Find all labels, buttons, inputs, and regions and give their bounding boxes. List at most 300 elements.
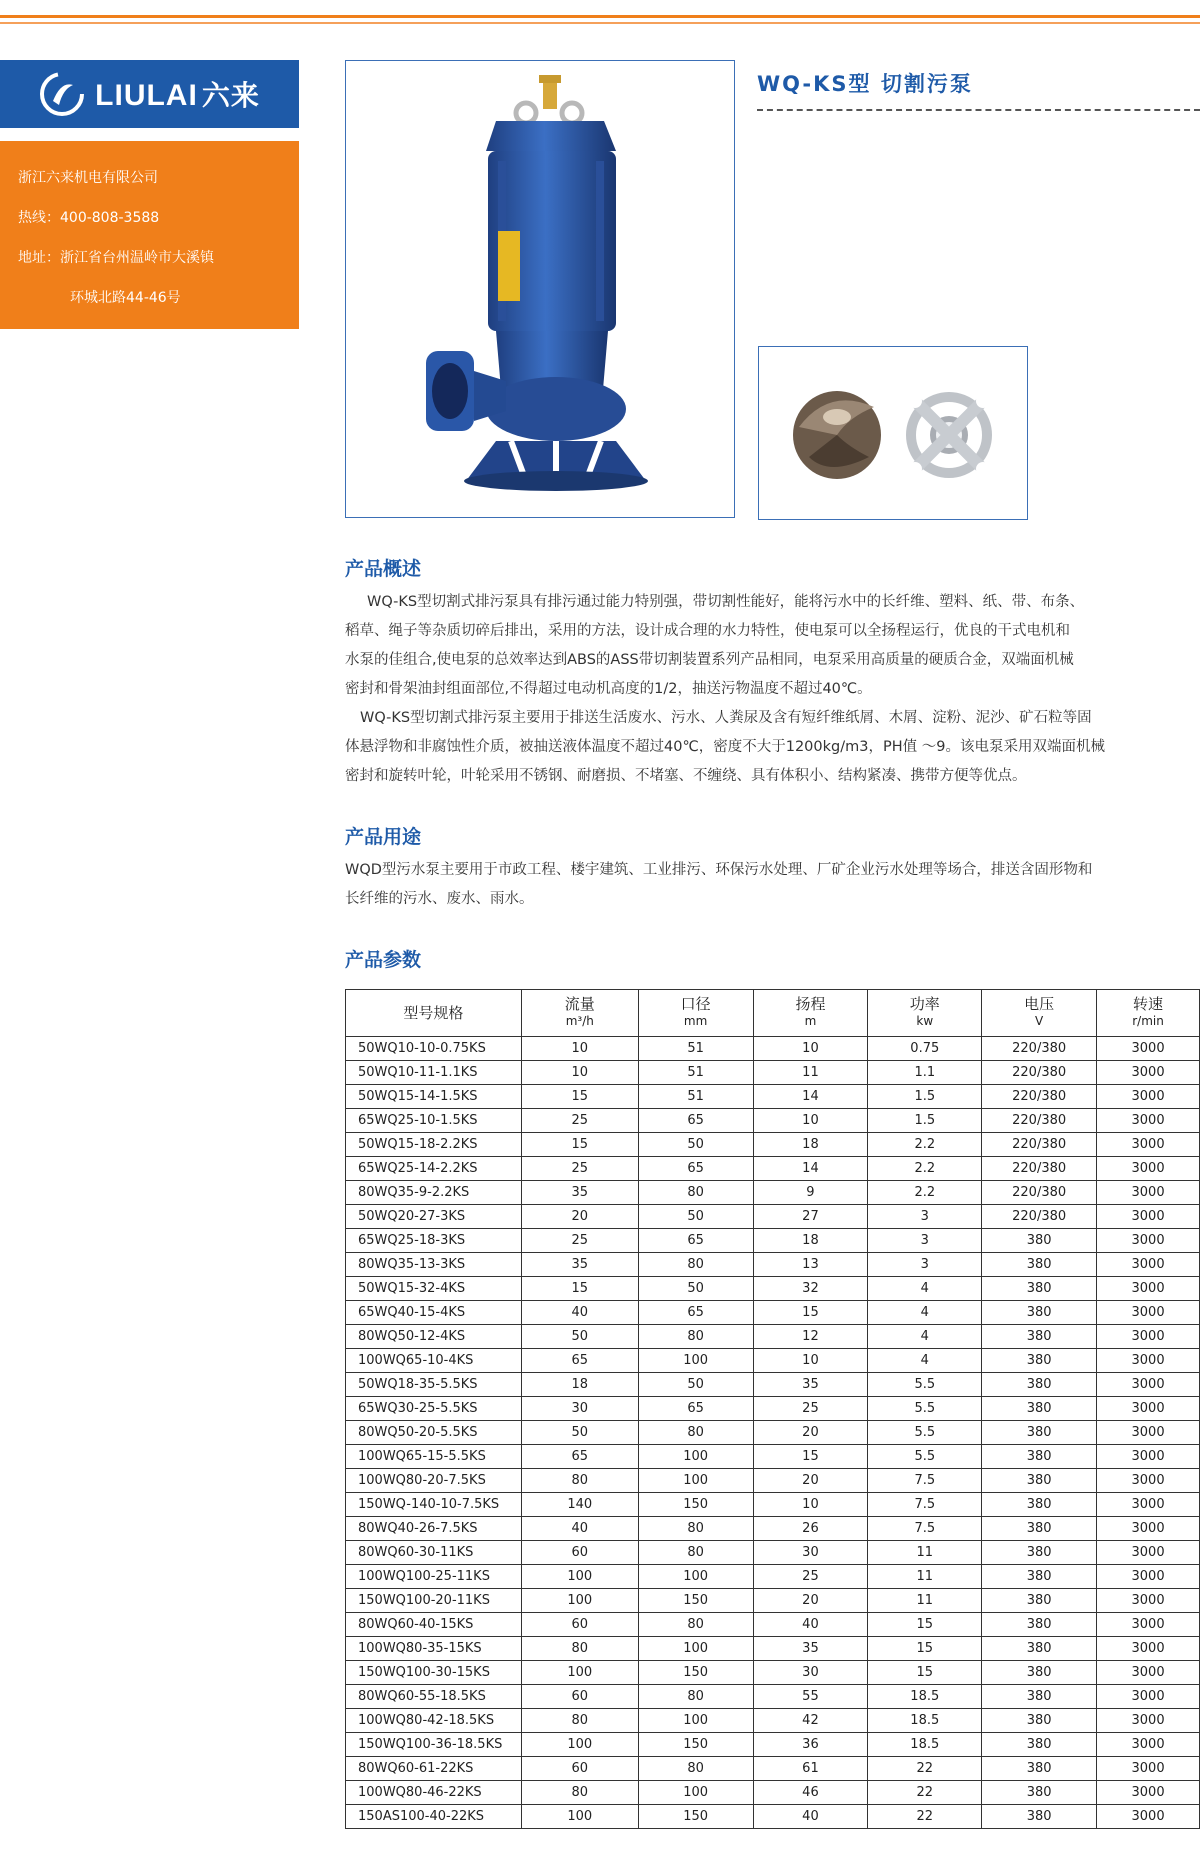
cell-power: 2.2 — [868, 1133, 982, 1157]
cell-head: 13 — [753, 1253, 868, 1277]
cell-diameter: 100 — [638, 1637, 753, 1661]
cell-model: 80WQ60-40-15KS — [346, 1613, 522, 1637]
cell-head: 32 — [753, 1277, 868, 1301]
header-speed: 转速 r/min — [1097, 990, 1200, 1037]
cell-voltage: 220/380 — [982, 1181, 1097, 1205]
cell-model: 80WQ50-12-4KS — [346, 1325, 522, 1349]
company-name: 浙江六来机电有限公司 — [18, 170, 158, 186]
cell-diameter: 65 — [638, 1229, 753, 1253]
table-row — [346, 1037, 1200, 1061]
table-row — [346, 1085, 1200, 1109]
cell-power: 1.1 — [868, 1061, 982, 1085]
cell-voltage: 380 — [982, 1709, 1097, 1733]
cell-speed: 3000 — [1097, 1781, 1200, 1805]
overview-line: 密封和旋转叶轮，叶轮采用不锈钢、耐磨损、不堵塞、不缠绕、具有体积小、结构紧凑、携带方便等优点。 — [345, 768, 1027, 784]
cell-diameter: 150 — [638, 1589, 753, 1613]
cell-speed: 3000 — [1097, 1757, 1200, 1781]
cell-head: 35 — [753, 1637, 868, 1661]
cell-diameter: 51 — [638, 1061, 753, 1085]
brand-logo-text: LIULAI 六来 — [95, 79, 260, 112]
header-flow: 流量 m³/h — [521, 990, 638, 1037]
cell-voltage: 380 — [982, 1445, 1097, 1469]
cell-flow: 60 — [521, 1685, 638, 1709]
cell-flow: 20 — [521, 1205, 638, 1229]
cell-model: 80WQ50-20-5.5KS — [346, 1421, 522, 1445]
table-row — [346, 1349, 1200, 1373]
cell-power: 2.2 — [868, 1157, 982, 1181]
top-rule-orange — [0, 15, 1200, 18]
cell-diameter: 51 — [638, 1085, 753, 1109]
cell-power: 7.5 — [868, 1469, 982, 1493]
cell-power: 22 — [868, 1781, 982, 1805]
cell-power: 4 — [868, 1301, 982, 1325]
cell-speed: 3000 — [1097, 1469, 1200, 1493]
cell-flow: 100 — [521, 1661, 638, 1685]
cell-head: 36 — [753, 1733, 868, 1757]
table-row — [346, 1589, 1200, 1613]
cell-speed: 3000 — [1097, 1157, 1200, 1181]
cell-power: 1.5 — [868, 1109, 982, 1133]
cell-voltage: 380 — [982, 1757, 1097, 1781]
cell-model: 50WQ20-27-3KS — [346, 1205, 522, 1229]
cell-head: 18 — [753, 1133, 868, 1157]
cell-power: 0.75 — [868, 1037, 982, 1061]
cell-power: 22 — [868, 1757, 982, 1781]
cell-model: 100WQ80-35-15KS — [346, 1637, 522, 1661]
cell-power: 18.5 — [868, 1685, 982, 1709]
cell-head: 12 — [753, 1325, 868, 1349]
cell-model: 80WQ60-30-11KS — [346, 1541, 522, 1565]
cell-flow: 40 — [521, 1301, 638, 1325]
cell-diameter: 80 — [638, 1181, 753, 1205]
overview-line: 体悬浮物和非腐蚀性介质，被抽送液体温度不超过40℃，密度不大于1200kg/m3，PH值 ～9。该电泵采用双端面机械 — [345, 739, 1105, 755]
cell-diameter: 65 — [638, 1157, 753, 1181]
cell-model: 50WQ10-11-1.1KS — [346, 1061, 522, 1085]
cell-power: 5.5 — [868, 1445, 982, 1469]
cell-power: 15 — [868, 1661, 982, 1685]
cell-head: 25 — [753, 1565, 868, 1589]
cell-head: 20 — [753, 1589, 868, 1613]
cell-flow: 30 — [521, 1397, 638, 1421]
overview-line: WQ-KS型切割式排污泵主要用于排送生活废水、污水、人粪尿及含有短纤维纸屑、木屑、淀粉、泥沙、矿石粒等固 — [360, 710, 1092, 726]
table-row — [346, 1301, 1200, 1325]
cell-power: 18.5 — [868, 1709, 982, 1733]
cell-power: 4 — [868, 1349, 982, 1373]
usage-line: WQD型污水泵主要用于市政工程、楼宇建筑、工业排污、环保污水处理、厂矿企业污水处理等场合，排送含固形物和 — [345, 862, 1093, 878]
cell-speed: 3000 — [1097, 1277, 1200, 1301]
table-row — [346, 1445, 1200, 1469]
cell-power: 4 — [868, 1325, 982, 1349]
cell-diameter: 50 — [638, 1373, 753, 1397]
cell-flow: 35 — [521, 1181, 638, 1205]
table-row — [346, 1685, 1200, 1709]
cell-flow: 100 — [521, 1565, 638, 1589]
cell-head: 25 — [753, 1397, 868, 1421]
overview-line: 稻草、绳子等杂质切碎后排出，采用的方法，设计成合理的水力特性，使电泵可以全扬程运行，优良的干式电机和 — [345, 623, 1070, 639]
cell-model: 100WQ80-42-18.5KS — [346, 1709, 522, 1733]
table-row — [346, 1469, 1200, 1493]
cell-flow: 25 — [521, 1157, 638, 1181]
cell-flow: 15 — [521, 1085, 638, 1109]
usage-text — [345, 856, 1200, 914]
cell-diameter: 80 — [638, 1541, 753, 1565]
cell-head: 20 — [753, 1421, 868, 1445]
cell-diameter: 100 — [638, 1445, 753, 1469]
cell-diameter: 150 — [638, 1805, 753, 1829]
cell-speed: 3000 — [1097, 1181, 1200, 1205]
cell-head: 15 — [753, 1301, 868, 1325]
cell-speed: 3000 — [1097, 1301, 1200, 1325]
cell-model: 50WQ15-18-2.2KS — [346, 1133, 522, 1157]
cell-voltage: 380 — [982, 1277, 1097, 1301]
cell-flow: 40 — [521, 1517, 638, 1541]
cell-diameter: 80 — [638, 1325, 753, 1349]
cell-speed: 3000 — [1097, 1229, 1200, 1253]
header-model: 型号规格 — [346, 990, 522, 1037]
table-row — [346, 1541, 1200, 1565]
cell-model: 150WQ100-36-18.5KS — [346, 1733, 522, 1757]
cell-model: 80WQ60-55-18.5KS — [346, 1685, 522, 1709]
usage-title: 产品用途 — [345, 826, 422, 848]
cell-voltage: 380 — [982, 1685, 1097, 1709]
cell-head: 10 — [753, 1037, 868, 1061]
table-row — [346, 1061, 1200, 1085]
cell-flow: 18 — [521, 1373, 638, 1397]
cell-power: 15 — [868, 1637, 982, 1661]
cell-head: 11 — [753, 1061, 868, 1085]
cell-flow: 60 — [521, 1613, 638, 1637]
overview-line: 水泵的佳组合,使电泵的总效率达到ABS的ASS带切割装置系列产品相同，电泵采用高质量的硬质合金，双端面机械 — [345, 652, 1074, 668]
cell-speed: 3000 — [1097, 1397, 1200, 1421]
cell-flow: 80 — [521, 1469, 638, 1493]
cell-flow: 80 — [521, 1709, 638, 1733]
cell-model: 50WQ18-35-5.5KS — [346, 1373, 522, 1397]
overview-title: 产品概述 — [345, 558, 422, 580]
cell-voltage: 380 — [982, 1565, 1097, 1589]
cell-diameter: 50 — [638, 1133, 753, 1157]
cell-power: 3 — [868, 1229, 982, 1253]
cell-diameter: 50 — [638, 1205, 753, 1229]
cell-power: 5.5 — [868, 1373, 982, 1397]
cell-model: 65WQ30-25-5.5KS — [346, 1397, 522, 1421]
cell-diameter: 65 — [638, 1301, 753, 1325]
cell-power: 5.5 — [868, 1421, 982, 1445]
cell-diameter: 80 — [638, 1253, 753, 1277]
table-row — [346, 1373, 1200, 1397]
cell-voltage: 380 — [982, 1589, 1097, 1613]
cell-diameter: 65 — [638, 1109, 753, 1133]
cell-flow: 25 — [521, 1109, 638, 1133]
cell-diameter: 51 — [638, 1037, 753, 1061]
cell-head: 35 — [753, 1373, 868, 1397]
cell-head: 40 — [753, 1613, 868, 1637]
cell-model: 50WQ15-14-1.5KS — [346, 1085, 522, 1109]
cell-model: 50WQ15-32-4KS — [346, 1277, 522, 1301]
table-row — [346, 1181, 1200, 1205]
cell-flow: 100 — [521, 1733, 638, 1757]
cell-flow: 65 — [521, 1445, 638, 1469]
cell-diameter: 65 — [638, 1397, 753, 1421]
table-row — [346, 1757, 1200, 1781]
cell-voltage: 380 — [982, 1805, 1097, 1829]
header-head: 扬程 m — [753, 990, 868, 1037]
cell-flow: 60 — [521, 1541, 638, 1565]
cell-head: 61 — [753, 1757, 868, 1781]
cell-power: 1.5 — [868, 1085, 982, 1109]
cell-voltage: 380 — [982, 1325, 1097, 1349]
table-row — [346, 1637, 1200, 1661]
table-row — [346, 1133, 1200, 1157]
cell-diameter: 100 — [638, 1565, 753, 1589]
cell-head: 14 — [753, 1085, 868, 1109]
table-row — [346, 1157, 1200, 1181]
cell-head: 10 — [753, 1349, 868, 1373]
cell-model: 100WQ65-10-4KS — [346, 1349, 522, 1373]
cell-voltage: 220/380 — [982, 1061, 1097, 1085]
cell-voltage: 380 — [982, 1229, 1097, 1253]
cell-voltage: 220/380 — [982, 1133, 1097, 1157]
cell-speed: 3000 — [1097, 1613, 1200, 1637]
pump-illustration — [346, 61, 734, 517]
cell-model: 100WQ80-20-7.5KS — [346, 1469, 522, 1493]
cell-diameter: 80 — [638, 1685, 753, 1709]
cell-head: 20 — [753, 1469, 868, 1493]
cell-speed: 3000 — [1097, 1109, 1200, 1133]
cell-flow: 100 — [521, 1805, 638, 1829]
table-row — [346, 1421, 1200, 1445]
cell-speed: 3000 — [1097, 1325, 1200, 1349]
table-row — [346, 1493, 1200, 1517]
address-line-1: 地址：浙江省台州温岭市大溪镇 — [18, 250, 214, 266]
cell-diameter: 150 — [638, 1661, 753, 1685]
table-row — [346, 1781, 1200, 1805]
cell-head: 26 — [753, 1517, 868, 1541]
cell-flow: 50 — [521, 1421, 638, 1445]
table-row — [346, 1277, 1200, 1301]
cell-speed: 3000 — [1097, 1493, 1200, 1517]
cell-model: 80WQ40-26-7.5KS — [346, 1517, 522, 1541]
cell-speed: 3000 — [1097, 1541, 1200, 1565]
cell-speed: 3000 — [1097, 1565, 1200, 1589]
cell-diameter: 100 — [638, 1781, 753, 1805]
cell-speed: 3000 — [1097, 1661, 1200, 1685]
cell-head: 9 — [753, 1181, 868, 1205]
cell-diameter: 80 — [638, 1421, 753, 1445]
cell-voltage: 220/380 — [982, 1109, 1097, 1133]
cell-speed: 3000 — [1097, 1517, 1200, 1541]
cell-flow: 50 — [521, 1325, 638, 1349]
cell-model: 150WQ100-30-15KS — [346, 1661, 522, 1685]
cell-power: 7.5 — [868, 1493, 982, 1517]
cell-speed: 3000 — [1097, 1061, 1200, 1085]
overview-line: 密封和骨架油封组面部位,不得超过电动机高度的1/2，抽送污物温度不超过40℃。 — [345, 681, 872, 697]
header-power: 功率 kw — [868, 990, 982, 1037]
cell-model: 100WQ100-25-11KS — [346, 1565, 522, 1589]
cell-head: 40 — [753, 1805, 868, 1829]
cell-voltage: 380 — [982, 1397, 1097, 1421]
table-row — [346, 1733, 1200, 1757]
cell-flow: 100 — [521, 1589, 638, 1613]
cell-flow: 35 — [521, 1253, 638, 1277]
header-diameter: 口径 mm — [638, 990, 753, 1037]
cell-flow: 80 — [521, 1637, 638, 1661]
cell-voltage: 380 — [982, 1517, 1097, 1541]
cell-head: 46 — [753, 1781, 868, 1805]
cell-voltage: 380 — [982, 1733, 1097, 1757]
cell-diameter: 150 — [638, 1493, 753, 1517]
cell-head: 30 — [753, 1541, 868, 1565]
table-row — [346, 1253, 1200, 1277]
cell-model: 150AS100-40-22KS — [346, 1805, 522, 1829]
address-line-2: 环城北路44-46号 — [70, 290, 181, 306]
cell-diameter: 80 — [638, 1517, 753, 1541]
table-header-row — [346, 990, 1200, 1037]
usage-line: 长纤维的污水、废水、雨水。 — [345, 891, 534, 907]
cell-head: 10 — [753, 1109, 868, 1133]
cell-head: 30 — [753, 1661, 868, 1685]
cell-speed: 3000 — [1097, 1445, 1200, 1469]
params-table — [345, 989, 1200, 1829]
cell-speed: 3000 — [1097, 1709, 1200, 1733]
cell-speed: 3000 — [1097, 1253, 1200, 1277]
cell-model: 65WQ25-14-2.2KS — [346, 1157, 522, 1181]
overview-line: WQ-KS型切割式排污泵具有排污通过能力特别强，带切割性能好，能将污水中的长纤维、塑料、纸、带、布条、 — [367, 594, 1085, 610]
cell-speed: 3000 — [1097, 1085, 1200, 1109]
cell-voltage: 380 — [982, 1301, 1097, 1325]
cell-voltage: 380 — [982, 1493, 1097, 1517]
cell-voltage: 380 — [982, 1541, 1097, 1565]
cell-voltage: 220/380 — [982, 1085, 1097, 1109]
cell-diameter: 100 — [638, 1469, 753, 1493]
cell-power: 11 — [868, 1589, 982, 1613]
cell-voltage: 380 — [982, 1661, 1097, 1685]
cell-flow: 10 — [521, 1037, 638, 1061]
cell-voltage: 380 — [982, 1373, 1097, 1397]
cell-model: 65WQ25-18-3KS — [346, 1229, 522, 1253]
table-row — [346, 1205, 1200, 1229]
contact-panel — [0, 141, 299, 329]
cell-power: 11 — [868, 1565, 982, 1589]
cell-power: 22 — [868, 1805, 982, 1829]
cell-model: 50WQ10-10-0.75KS — [346, 1037, 522, 1061]
cell-speed: 3000 — [1097, 1349, 1200, 1373]
cell-speed: 3000 — [1097, 1637, 1200, 1661]
table-row — [346, 1229, 1200, 1253]
cell-model: 65WQ40-15-4KS — [346, 1301, 522, 1325]
overview-text — [345, 588, 1200, 791]
cell-speed: 3000 — [1097, 1421, 1200, 1445]
cell-flow: 10 — [521, 1061, 638, 1085]
cell-head: 10 — [753, 1493, 868, 1517]
cell-model: 80WQ35-13-3KS — [346, 1253, 522, 1277]
cell-speed: 3000 — [1097, 1205, 1200, 1229]
cell-head: 27 — [753, 1205, 868, 1229]
cell-head: 14 — [753, 1157, 868, 1181]
cell-voltage: 220/380 — [982, 1205, 1097, 1229]
table-row — [346, 1613, 1200, 1637]
cell-power: 2.2 — [868, 1181, 982, 1205]
cell-diameter: 50 — [638, 1277, 753, 1301]
cell-speed: 3000 — [1097, 1133, 1200, 1157]
table-row — [346, 1109, 1200, 1133]
cell-voltage: 380 — [982, 1421, 1097, 1445]
table-row — [346, 1661, 1200, 1685]
cell-power: 4 — [868, 1277, 982, 1301]
hotline: 热线：400-808-3588 — [18, 210, 160, 226]
table-row — [346, 1325, 1200, 1349]
cell-voltage: 380 — [982, 1781, 1097, 1805]
brand-logo — [0, 60, 299, 128]
cell-power: 5.5 — [868, 1397, 982, 1421]
cell-model: 150WQ-140-10-7.5KS — [346, 1493, 522, 1517]
cell-voltage: 380 — [982, 1613, 1097, 1637]
cell-flow: 15 — [521, 1277, 638, 1301]
table-row — [346, 1565, 1200, 1589]
cell-speed: 3000 — [1097, 1685, 1200, 1709]
cell-model: 150WQ100-20-11KS — [346, 1589, 522, 1613]
impeller-cutter-illustration — [759, 347, 1027, 519]
cell-power: 11 — [868, 1541, 982, 1565]
params-title: 产品参数 — [345, 949, 422, 971]
product-title: WQ-KS型 切割污泵 — [757, 72, 973, 96]
table-row — [346, 1517, 1200, 1541]
cell-diameter: 80 — [638, 1757, 753, 1781]
cell-speed: 3000 — [1097, 1037, 1200, 1061]
cell-flow: 80 — [521, 1781, 638, 1805]
cell-voltage: 220/380 — [982, 1037, 1097, 1061]
cell-diameter: 80 — [638, 1613, 753, 1637]
cell-model: 100WQ80-46-22KS — [346, 1781, 522, 1805]
cell-voltage: 380 — [982, 1253, 1097, 1277]
table-row — [346, 1805, 1200, 1829]
parts-photo — [758, 346, 1028, 520]
cell-diameter: 100 — [638, 1349, 753, 1373]
title-divider — [757, 109, 1200, 111]
table-row — [346, 1397, 1200, 1421]
cell-model: 100WQ65-15-5.5KS — [346, 1445, 522, 1469]
cell-flow: 25 — [521, 1229, 638, 1253]
cell-head: 55 — [753, 1685, 868, 1709]
cell-head: 15 — [753, 1445, 868, 1469]
cell-diameter: 100 — [638, 1709, 753, 1733]
cell-speed: 3000 — [1097, 1373, 1200, 1397]
cell-power: 3 — [868, 1205, 982, 1229]
cell-model: 80WQ60-61-22KS — [346, 1757, 522, 1781]
cell-speed: 3000 — [1097, 1805, 1200, 1829]
cell-flow: 15 — [521, 1133, 638, 1157]
brand-logo-icon — [39, 71, 85, 117]
cell-voltage: 380 — [982, 1637, 1097, 1661]
cell-model: 80WQ35-9-2.2KS — [346, 1181, 522, 1205]
top-rule-light — [0, 22, 1200, 24]
cell-voltage: 380 — [982, 1349, 1097, 1373]
cell-model: 65WQ25-10-1.5KS — [346, 1109, 522, 1133]
pump-photo — [345, 60, 735, 518]
cell-flow: 60 — [521, 1757, 638, 1781]
cell-flow: 65 — [521, 1349, 638, 1373]
cell-speed: 3000 — [1097, 1733, 1200, 1757]
cell-power: 18.5 — [868, 1733, 982, 1757]
table-row — [346, 1709, 1200, 1733]
cell-power: 7.5 — [868, 1517, 982, 1541]
cell-power: 15 — [868, 1613, 982, 1637]
cell-head: 18 — [753, 1229, 868, 1253]
cell-power: 3 — [868, 1253, 982, 1277]
cell-head: 42 — [753, 1709, 868, 1733]
cell-voltage: 380 — [982, 1469, 1097, 1493]
cell-voltage: 220/380 — [982, 1157, 1097, 1181]
cell-diameter: 150 — [638, 1733, 753, 1757]
